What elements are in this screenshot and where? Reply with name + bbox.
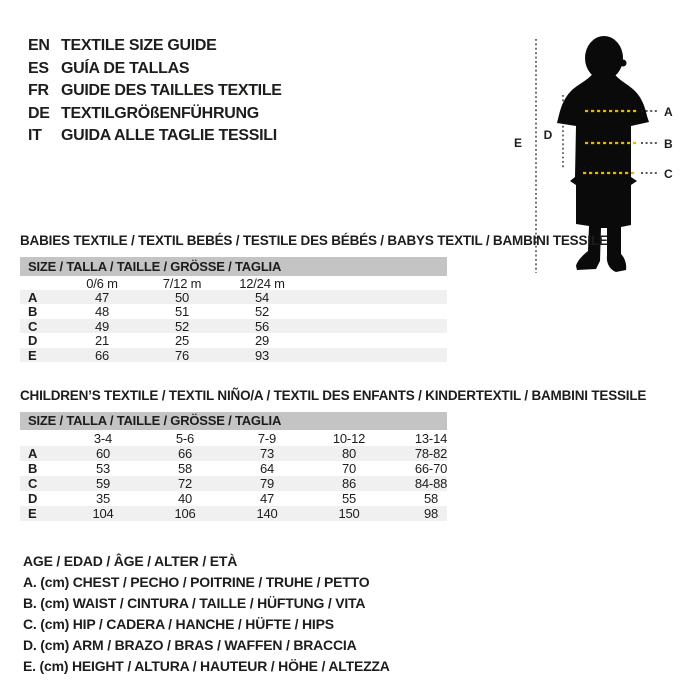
children-column-header-row bbox=[20, 431, 447, 446]
children-size-table bbox=[20, 431, 447, 521]
language-code: EN bbox=[28, 37, 50, 55]
table-cell: 59 bbox=[95, 476, 111, 491]
legend-waist: B. (cm) WAIST / CINTURA / TAILLE / HÜFTUNG / VITA bbox=[23, 595, 366, 611]
children-section-title: CHILDREN’S TEXTILE / TEXTIL NIÑO/A / TEXTIL DES ENFANTS / KINDERTEXTIL / BAMBINI TESSILE bbox=[20, 388, 647, 403]
table-row bbox=[20, 290, 447, 304]
table-cell: 29 bbox=[254, 333, 270, 349]
table-cell: 79 bbox=[259, 476, 275, 491]
marker-label-e: E bbox=[513, 136, 523, 150]
table-cell: 106 bbox=[174, 506, 196, 521]
table-cell: 25 bbox=[174, 333, 190, 349]
table-cell: 51 bbox=[174, 304, 190, 320]
measurement-legend bbox=[23, 551, 390, 677]
table-cell: 73 bbox=[259, 446, 275, 461]
table-row bbox=[20, 348, 447, 362]
table-row bbox=[20, 319, 447, 333]
table-row bbox=[20, 333, 447, 347]
table-cell: 50 bbox=[174, 290, 190, 305]
language-row-en bbox=[28, 35, 282, 58]
table-cell: 47 bbox=[94, 290, 110, 305]
column-header: 7/12 m bbox=[162, 276, 202, 291]
table-cell: 55 bbox=[341, 491, 357, 506]
legend-age: AGE / EDAD / ÂGE / ALTER / ETÀ bbox=[23, 553, 238, 569]
language-row-de bbox=[28, 103, 282, 126]
table-cell: 70 bbox=[341, 461, 357, 476]
table-row bbox=[20, 506, 447, 521]
legend-height: E. (cm) HEIGHT / ALTURA / HAUTEUR / HÖHE / ALTEZZA bbox=[23, 658, 390, 674]
table-cell: 66 bbox=[94, 347, 110, 363]
row-label: B bbox=[28, 304, 38, 320]
table-cell: 80 bbox=[341, 446, 357, 461]
table-cell: 48 bbox=[94, 304, 110, 320]
language-label: TEXTILE SIZE GUIDE bbox=[61, 37, 217, 55]
row-label: D bbox=[28, 491, 38, 506]
table-cell: 49 bbox=[94, 318, 110, 334]
table-row bbox=[20, 304, 447, 318]
column-header: 10-12 bbox=[332, 431, 366, 446]
table-cell: 52 bbox=[254, 304, 270, 320]
table-cell: 76 bbox=[174, 347, 190, 363]
table-cell: 150 bbox=[338, 506, 360, 521]
marker-label-d: D bbox=[543, 128, 553, 142]
table-cell: 78-82 bbox=[414, 446, 448, 461]
legend-chest: A. (cm) CHEST / PECHO / POITRINE / TRUHE / PETTO bbox=[23, 574, 370, 590]
table-cell: 52 bbox=[174, 318, 190, 334]
marker-label-c: C bbox=[664, 167, 673, 181]
language-title-list bbox=[28, 35, 282, 148]
table-cell: 104 bbox=[92, 506, 114, 521]
marker-label-a: A bbox=[664, 105, 673, 119]
table-cell: 58 bbox=[423, 491, 439, 506]
table-row bbox=[20, 491, 447, 506]
row-label: A bbox=[28, 290, 38, 305]
table-row bbox=[20, 461, 447, 476]
language-label: TEXTILGRÖßENFÜHRUNG bbox=[61, 104, 259, 122]
table-cell: 21 bbox=[94, 333, 110, 349]
babies-section-title: BABIES TEXTILE / TEXTIL BEBÉS / TESTILE DES BÉBÉS / BABYS TEXTIL / BAMBINI TESSILE bbox=[20, 233, 608, 248]
table-cell: 84-88 bbox=[414, 476, 448, 491]
table-row bbox=[20, 446, 447, 461]
column-header: 3-4 bbox=[93, 431, 113, 446]
language-label: GUÍA DE TALLAS bbox=[61, 59, 190, 77]
table-cell: 54 bbox=[254, 290, 270, 305]
language-row-es bbox=[28, 58, 282, 81]
babies-size-header-bar: SIZE / TALLA / TAILLE / GRÖSSE / TAGLIA bbox=[20, 257, 447, 276]
legend-arm: D. (cm) ARM / BRAZO / BRAS / WAFFEN / BRACCIA bbox=[23, 637, 357, 653]
table-cell: 66-70 bbox=[414, 461, 448, 476]
column-header: 12/24 m bbox=[239, 276, 285, 291]
table-cell: 86 bbox=[341, 476, 357, 491]
column-header: 5-6 bbox=[175, 431, 195, 446]
children-size-header-bar: SIZE / TALLA / TAILLE / GRÖSSE / TAGLIA bbox=[20, 412, 447, 430]
table-cell: 35 bbox=[95, 491, 111, 506]
row-label: E bbox=[28, 347, 37, 363]
language-code: FR bbox=[28, 82, 49, 100]
column-header: 0/6 m bbox=[86, 276, 118, 291]
row-label: C bbox=[28, 476, 38, 491]
language-code: ES bbox=[28, 59, 49, 77]
column-header: 13-14 bbox=[414, 431, 448, 446]
language-row-fr bbox=[28, 80, 282, 103]
table-cell: 72 bbox=[177, 476, 193, 491]
table-cell: 60 bbox=[95, 446, 111, 461]
table-cell: 58 bbox=[177, 461, 193, 476]
row-label: D bbox=[28, 333, 38, 349]
table-cell: 47 bbox=[259, 491, 275, 506]
language-code: DE bbox=[28, 104, 50, 122]
column-header: 7-9 bbox=[257, 431, 277, 446]
table-cell: 64 bbox=[259, 461, 275, 476]
silhouette-ear bbox=[620, 60, 627, 67]
row-label: A bbox=[28, 446, 38, 461]
language-code: IT bbox=[28, 127, 42, 145]
table-cell: 56 bbox=[254, 318, 270, 334]
marker-label-b: B bbox=[664, 137, 673, 151]
table-cell: 66 bbox=[177, 446, 193, 461]
row-label: E bbox=[28, 506, 37, 521]
table-cell: 140 bbox=[256, 506, 278, 521]
table-cell: 98 bbox=[423, 506, 439, 521]
table-row bbox=[20, 476, 447, 491]
table-cell: 93 bbox=[254, 347, 270, 363]
row-label: B bbox=[28, 461, 38, 476]
row-label: C bbox=[28, 318, 38, 334]
legend-hip: C. (cm) HIP / CADERA / HANCHE / HÜFTE / HIPS bbox=[23, 616, 334, 632]
babies-size-table bbox=[20, 276, 447, 362]
language-label: GUIDA ALLE TAGLIE TESSILI bbox=[61, 127, 277, 145]
table-cell: 40 bbox=[177, 491, 193, 506]
table-cell: 53 bbox=[95, 461, 111, 476]
language-label: GUIDE DES TAILLES TEXTILE bbox=[61, 82, 282, 100]
babies-column-header-row bbox=[20, 276, 447, 290]
language-row-it bbox=[28, 125, 282, 148]
